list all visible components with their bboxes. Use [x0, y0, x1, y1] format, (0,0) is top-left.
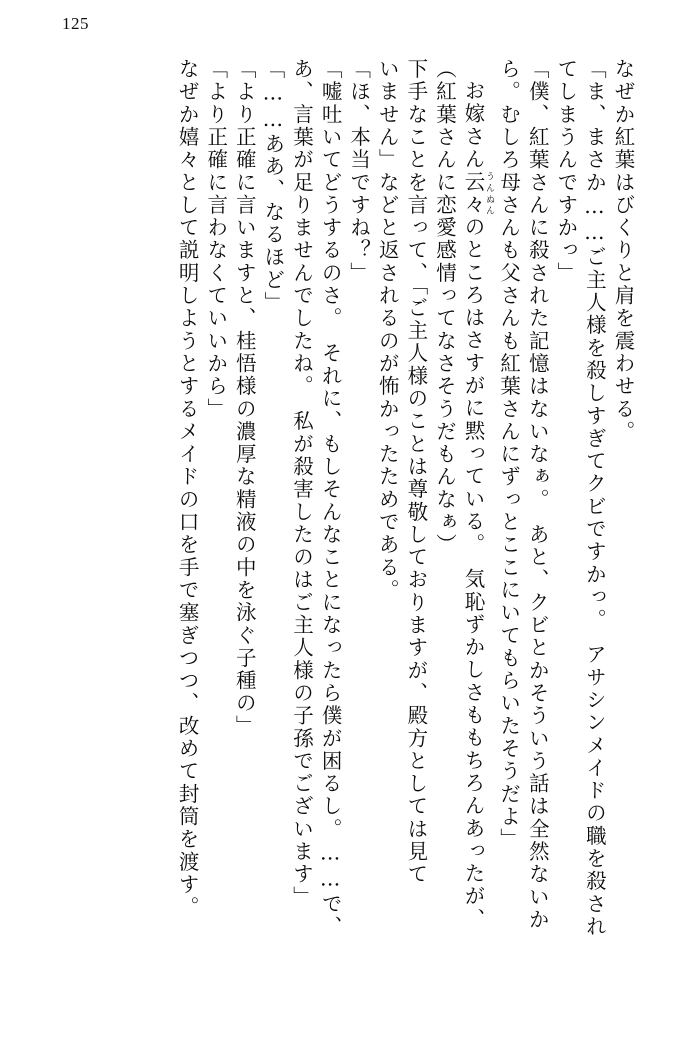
text-line: 下手なことを言って、「ご主人様のことは尊敬しておりますが、殿方としては見て — [403, 58, 428, 886]
text-line: 「嘘吐いてどうするのさ。 それに、もしそんなことになったら僕が困るし。……で、 — [318, 58, 343, 939]
text-line: なぜか紅葉はびくりと肩を震わせる。 — [611, 58, 635, 444]
ruby-reading: うんぬん — [484, 170, 495, 216]
text-line-ruby — [458, 58, 494, 1040]
text-line: 「僕、紅葉さんに殺された記憶はないなぁ。 あと、クビとかそういう話は全然ないか — [525, 58, 550, 932]
text-line: 「より正確に言いますと、桂悟様の濃厚な精液の中を泳ぐ子種の」 — [232, 58, 257, 738]
text-line: てしまうんですかっ」 — [553, 58, 578, 285]
text-line: （紅葉さんに恋愛感情ってなさそうだもんなぁ） — [432, 58, 457, 557]
ruby-base: 云々 — [461, 170, 486, 216]
ruby-annotation — [461, 170, 495, 216]
page-number: 125 — [62, 14, 89, 33]
text-line: なぜか嬉々として説明しようとするメイドの口を手で塞ぎつつ、改めて封筒を渡す。 — [175, 58, 200, 919]
text-line: 「……ああ、なるほど」 — [260, 58, 285, 315]
text-line: いません」などと返されるのが怖かったためである。 — [375, 58, 400, 602]
text-line-segment: お嫁さん — [461, 80, 486, 171]
text-line: 「ま、まさか……ご主人様を殺しすぎてクビですかっ。 アサシンメイドの職を殺され — [582, 58, 607, 939]
text-line: 「ほ、本当ですね？」 — [346, 58, 371, 285]
body-text-container — [44, 58, 637, 1032]
text-line: あ、言葉が足りませんでしたね。 私が殺害したのはご主人様の子孫でございます」 — [289, 58, 314, 909]
text-line: 「より正確に言わなくていいから」 — [203, 58, 228, 421]
text-line: ら。むしろ母さんも父さんも紅葉さんにずっとここにいてもらいたそうだよ」 — [496, 58, 521, 851]
text-line-segment: のところはさすがに黙っている。 気恥ずかしさももちろんあったが、 — [461, 215, 486, 931]
